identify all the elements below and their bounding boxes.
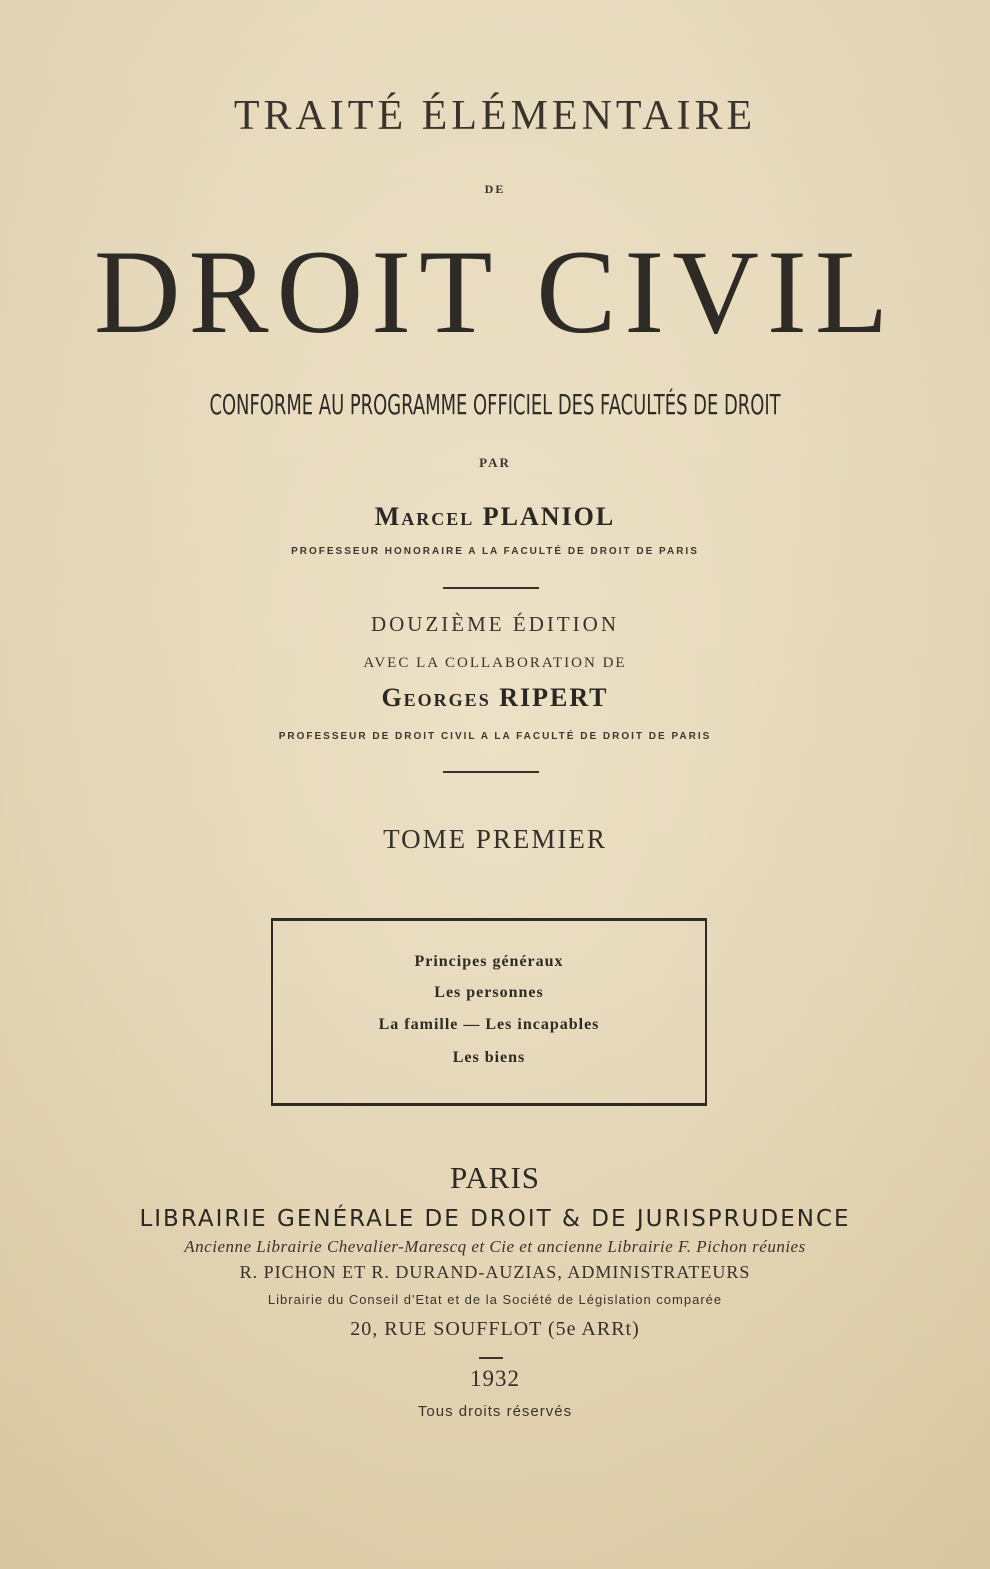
publisher-address: 20, RUE SOUFFLOT (5e ARRt) bbox=[350, 1318, 640, 1340]
contents-box bbox=[271, 918, 707, 1106]
divider-rule bbox=[443, 771, 539, 773]
author-name: Marcel PLANIOL bbox=[374, 502, 616, 531]
contents-item: Les biens bbox=[452, 1049, 526, 1066]
author-title: PROFESSEUR HONORAIRE A LA FACULTÉ DE DROIT DE PARIS bbox=[291, 546, 699, 557]
volume-label: TOME PREMIER bbox=[383, 824, 607, 854]
divider-rule bbox=[479, 1357, 503, 1359]
collaborator-name: Georges RIPERT bbox=[381, 683, 609, 712]
publisher-history: Ancienne Librairie Chevalier-Marescq et Cie et ancienne Librairie F. Pichon réunies bbox=[184, 1237, 806, 1256]
contents-item: La famille — Les incapables bbox=[378, 1016, 600, 1033]
rights-notice: Tous droits réservés bbox=[417, 1403, 573, 1420]
collaborator-title: PROFESSEUR DE DROIT CIVIL A LA FACULTÉ DE DROIT DE PARIS bbox=[278, 731, 712, 742]
divider-rule bbox=[443, 587, 539, 589]
by-label: PAR bbox=[479, 455, 511, 470]
publisher-name: LIBRAIRIE GENÉRALE DE DROIT & DE JURISPRUDENCE bbox=[139, 1206, 851, 1232]
edition: DOUZIÈME ÉDITION bbox=[370, 612, 620, 636]
collaboration-label: AVEC LA COLLABORATION DE bbox=[363, 655, 627, 671]
publisher-administrators: R. PICHON ET R. DURAND-AUZIAS, ADMINISTRATEURS bbox=[239, 1262, 751, 1282]
publisher-affiliation: Librairie du Conseil d'Etat et de la Société de Législation comparée bbox=[267, 1292, 723, 1307]
subtitle: CONFORME AU PROGRAMME OFFICIEL DES FACULTÉS DE DROIT bbox=[209, 388, 781, 421]
main-title: DROIT CIVIL bbox=[93, 225, 897, 358]
imprint-city: PARIS bbox=[449, 1160, 541, 1195]
publication-year: 1932 bbox=[470, 1366, 520, 1391]
treatise-title: TRAITÉ ÉLÉMENTAIRE bbox=[233, 93, 757, 139]
title-connector: DE bbox=[484, 182, 506, 196]
contents-item: Principes généraux bbox=[414, 953, 564, 970]
contents-item: Les personnes bbox=[434, 984, 544, 1001]
